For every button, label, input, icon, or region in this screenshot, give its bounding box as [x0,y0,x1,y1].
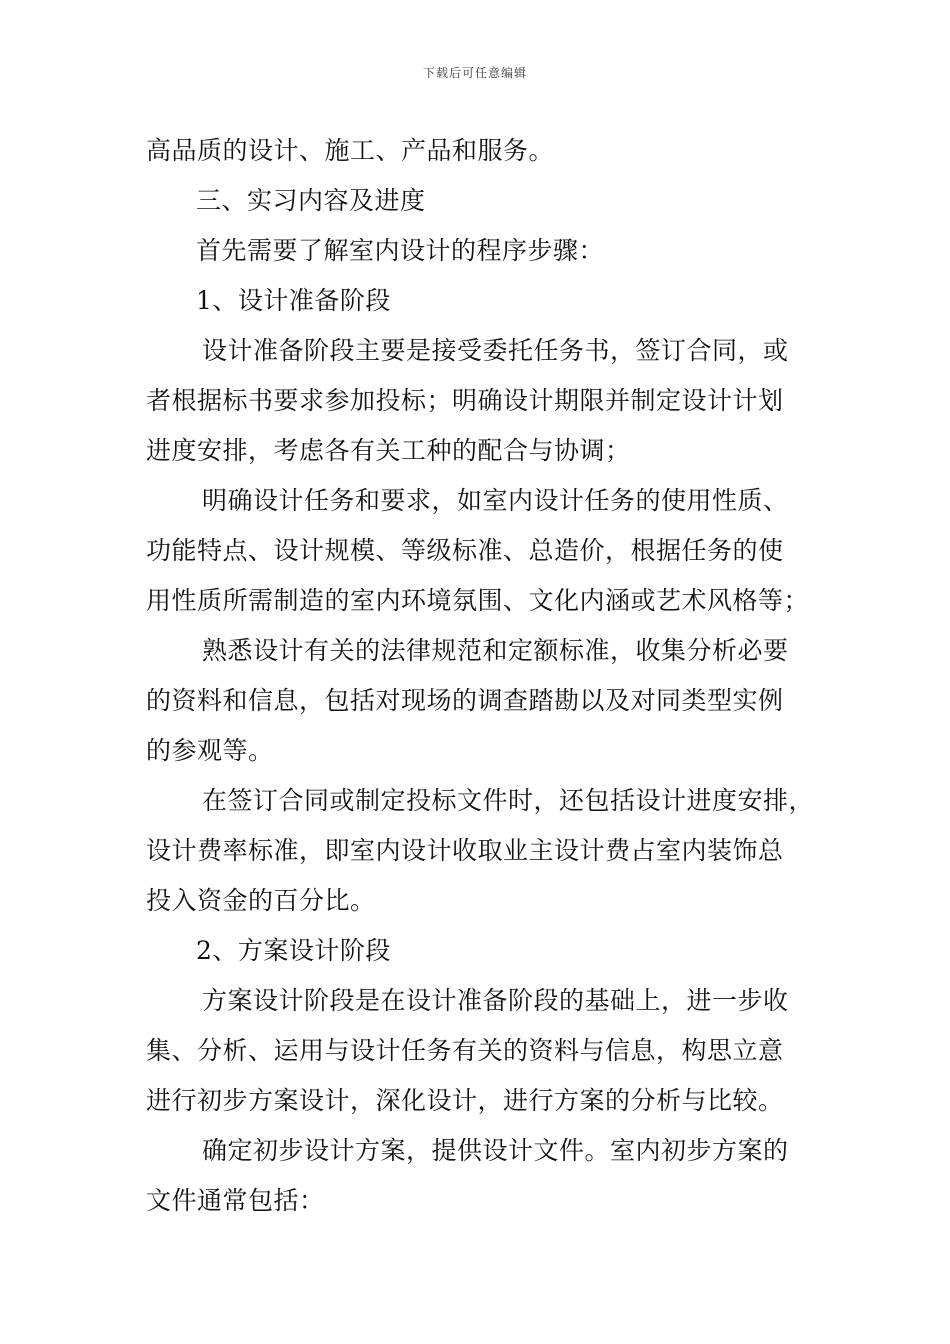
section-heading: 三、实习内容及进度 [196,186,426,215]
text-line: 集、分析、运用与设计任务有关的资料与信息，构思立意 [146,1036,784,1065]
text-line: 的资料和信息，包括对现场的调查踏勘以及对同类型实例 [146,686,784,715]
text-line: 设计费率标准，即室内设计收取业主设计费占室内装饰总 [146,836,784,865]
text-line: 进度安排，考虑各有关工种的配合与协调； [146,436,631,465]
subsection-heading: 2、方案设计阶段 [196,936,391,965]
document-body [146,126,826,1226]
text-line: 文件通常包括： [146,1186,325,1215]
paragraph-first-line: 设计准备阶段主要是接受委托任务书，签订合同，或 [202,336,789,365]
paragraph-first-line: 在签订合同或制定投标文件时，还包括设计进度安排， [202,786,815,815]
text-line: 用性质所需制造的室内环境氛围、文化内涵或艺术风格等； [146,586,810,615]
text-line: 高品质的设计、施工、产品和服务。 [146,136,555,165]
paragraph-first-line: 确定初步设计方案，提供设计文件。室内初步方案的 [202,1136,789,1165]
text-line: 进行初步方案设计，深化设计，进行方案的分析与比较。 [146,1086,784,1115]
text-line: 投入资金的百分比。 [146,886,376,915]
text-line: 首先需要了解室内设计的程序步骤： [196,236,605,265]
paragraph-first-line: 明确设计任务和要求，如室内设计任务的使用性质、 [202,486,789,515]
subsection-heading: 1、设计准备阶段 [196,286,391,315]
text-line: 的参观等。 [146,736,274,765]
page-header: 下载后可任意编辑 [422,66,527,80]
paragraph-first-line: 熟悉设计有关的法律规范和定额标准，收集分析必要 [202,636,789,665]
text-line: 者根据标书要求参加投标；明确设计期限并制定设计计划 [146,386,784,415]
paragraph-first-line: 方案设计阶段是在设计准备阶段的基础上，进一步收 [202,986,789,1015]
text-line: 功能特点、设计规模、等级标准、总造价，根据任务的使 [146,536,784,565]
